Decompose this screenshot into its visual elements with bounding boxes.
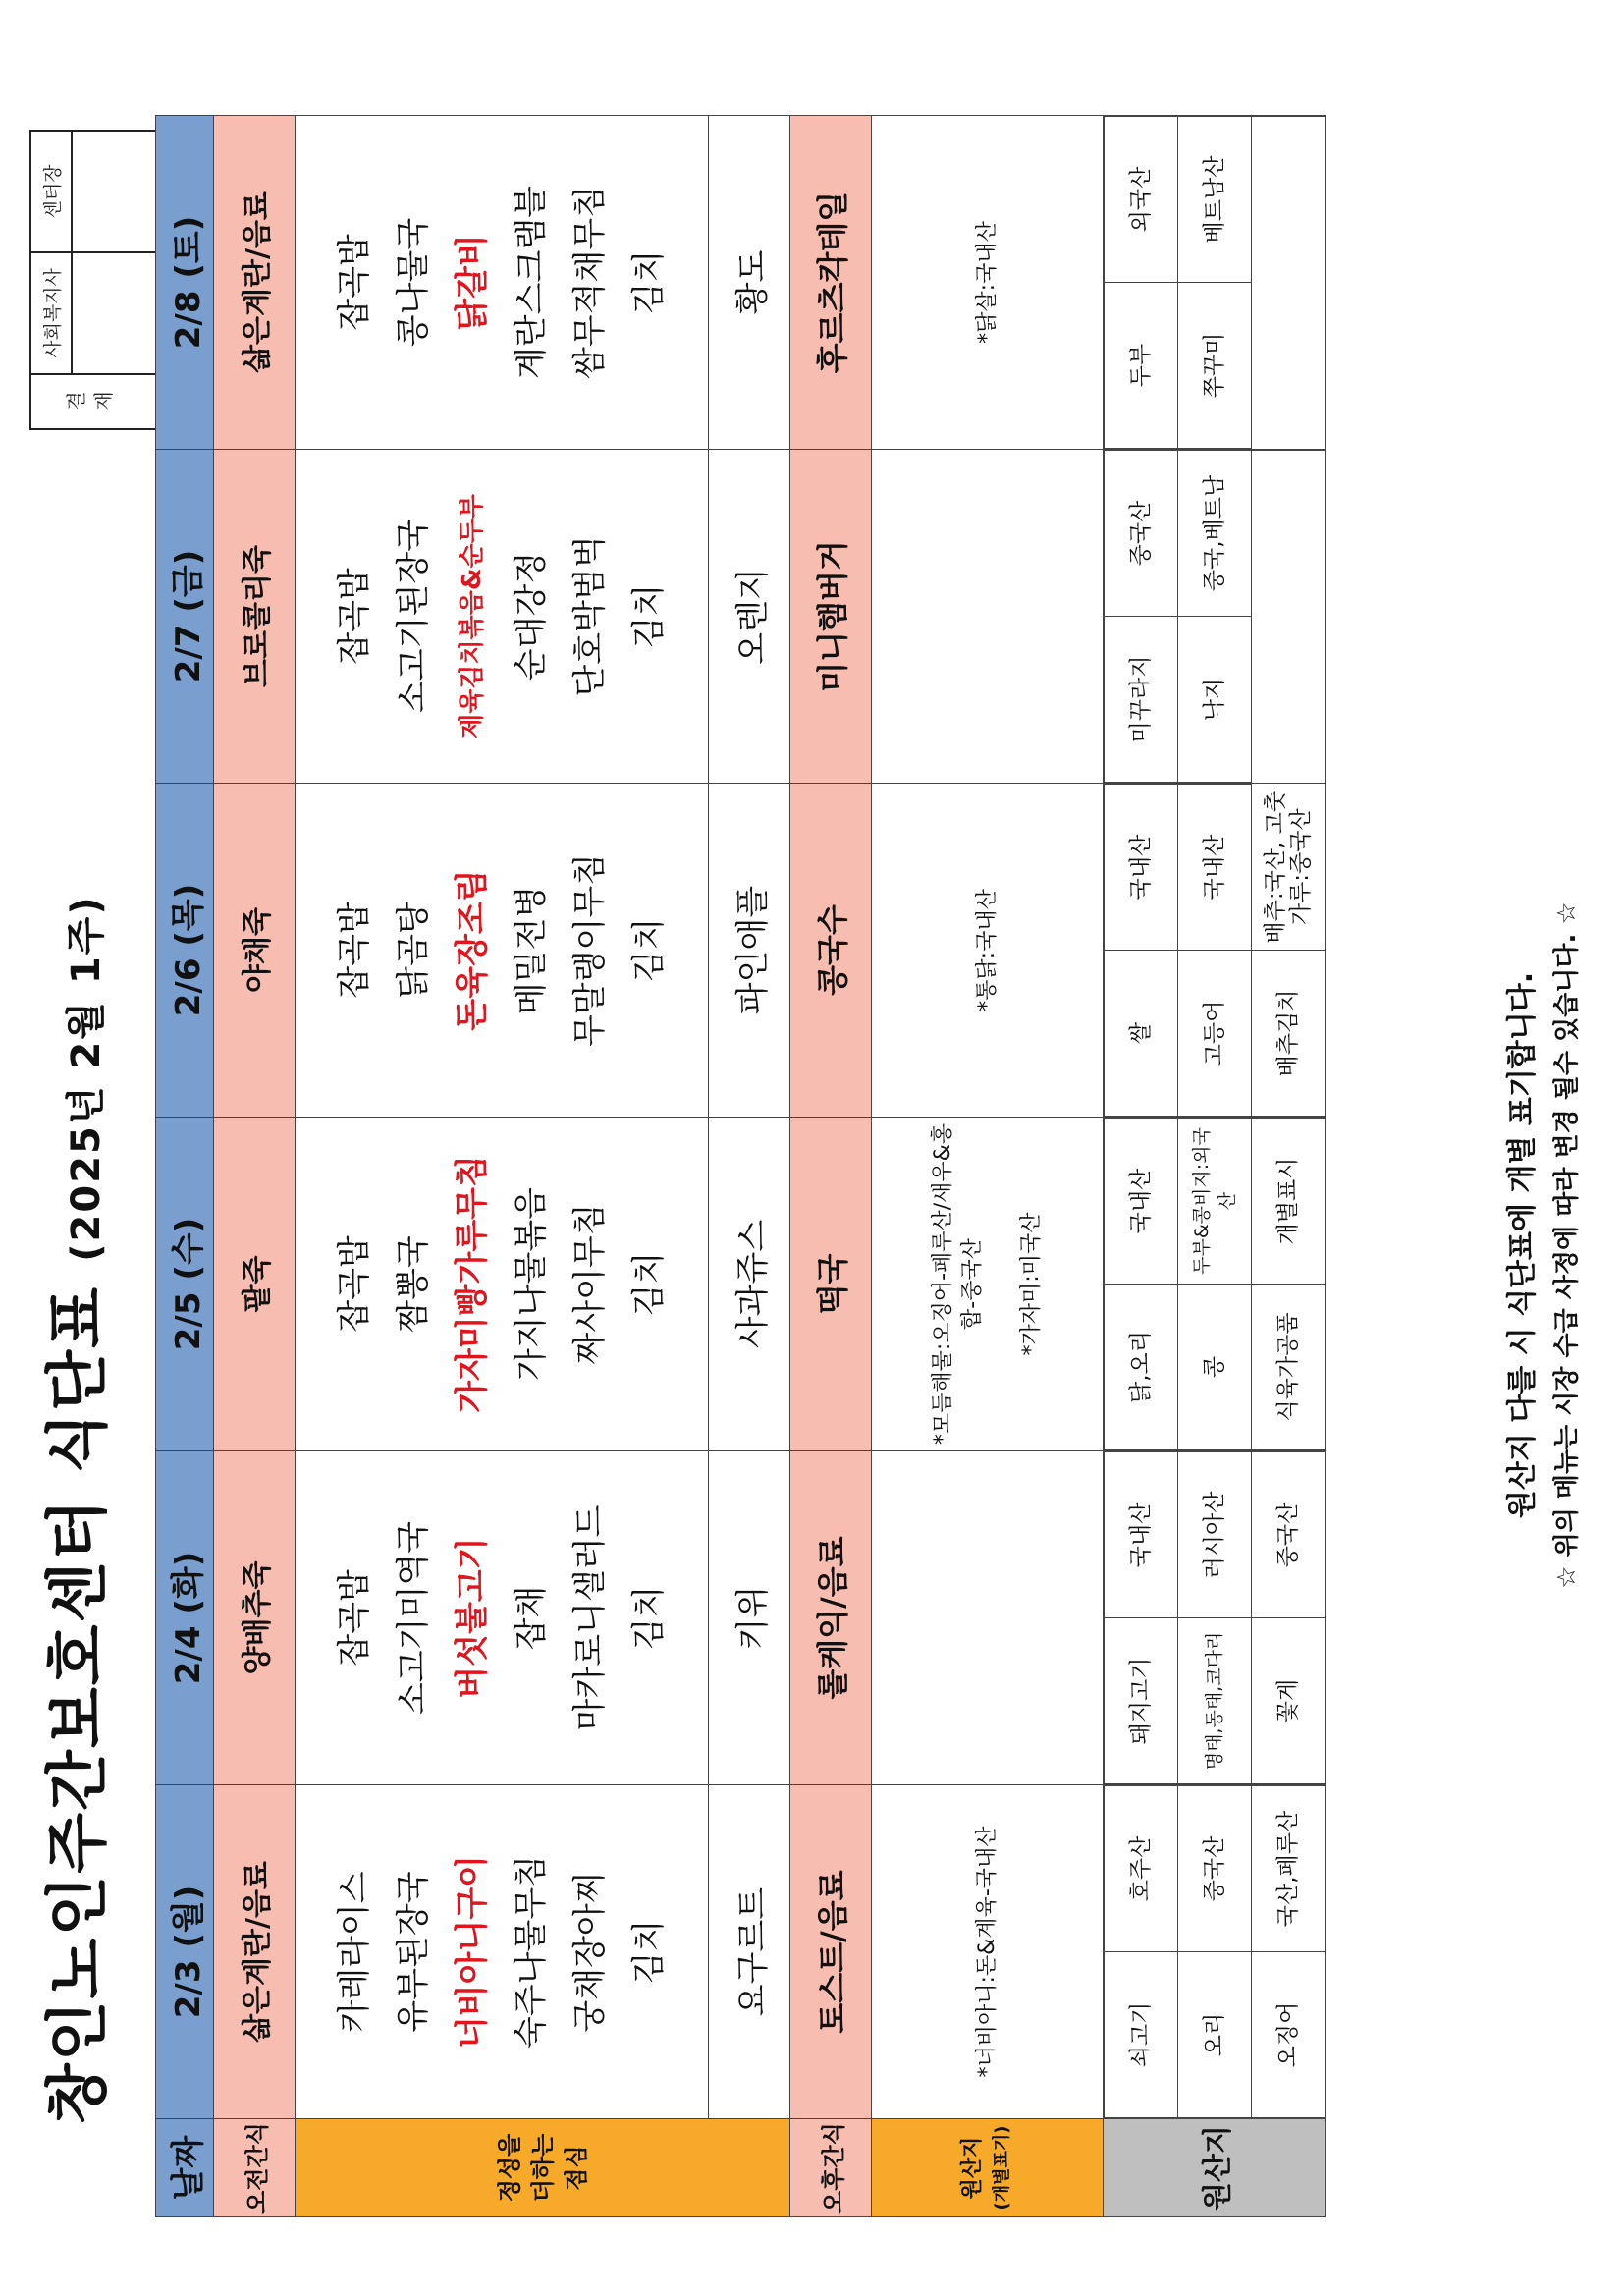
am-snack-thu: 야채죽 — [214, 784, 296, 1118]
pm-snack-fri: 미니햄버거 — [790, 450, 872, 784]
origin-label: 원산지 — [1104, 2119, 1326, 2217]
lunch-item: 김치 — [629, 1585, 669, 1651]
dessert-row — [709, 116, 790, 2217]
lunch-item: 김치 — [629, 917, 669, 983]
date-mon: 2/3 (월) — [156, 1785, 214, 2119]
date-row-label: 날짜 — [156, 2119, 214, 2217]
lunch-item: 궁채장아찌 — [570, 1871, 610, 2033]
origin-country: 중국산 — [1178, 1786, 1252, 1952]
origin-fri — [1104, 450, 1326, 784]
lunch-item: 마카로니샐러드 — [570, 1504, 610, 1731]
lunch-thu — [296, 784, 709, 1118]
dessert-thu: 파인애플 — [709, 784, 790, 1118]
lunch-item: 너비아니구이 — [453, 1854, 492, 2050]
origin-note-tue — [872, 1451, 1104, 1785]
pm-snack-mon: 토스트/음료 — [790, 1785, 872, 2119]
origin-item: 미꾸라지 — [1105, 617, 1178, 783]
origin-country: 국내산 — [1105, 1119, 1178, 1285]
lunch-item: 메밀전병 — [512, 885, 551, 1015]
lunch-item: 소고기된장국 — [394, 519, 433, 714]
origin-wed — [1104, 1118, 1326, 1451]
lunch-item: 잡채 — [512, 1585, 551, 1651]
origin-item: 낙지 — [1178, 617, 1252, 783]
lunch-item: 김치 — [629, 583, 669, 649]
origin-mon — [1104, 1785, 1326, 2119]
pm-snack-row — [790, 116, 872, 2217]
lunch-item: 잡곡밥 — [335, 568, 374, 665]
origin-country: 중국,베트남 — [1178, 451, 1252, 617]
pm-snack-thu: 콩국수 — [790, 784, 872, 1118]
pm-snack-sat: 후르츠칵테일 — [790, 116, 872, 450]
origin-country: 외국산 — [1105, 117, 1178, 283]
lunch-item: 계란스크램블 — [512, 185, 551, 380]
origin-note-sat: *닭살:국내산 — [872, 116, 1104, 450]
origin-item: 배추김치 — [1252, 951, 1325, 1117]
origin-thu — [1104, 784, 1326, 1118]
title-text: 창인노인주간보호센터 식단표 — [42, 1285, 115, 2124]
origin-note-row — [872, 116, 1104, 2217]
origin-note-label: 원산지 (개별표기) — [872, 2119, 1104, 2217]
origin-item: 쌀 — [1105, 951, 1178, 1117]
lunch-item: 짬뽕국 — [394, 1235, 433, 1333]
lunch-fri — [296, 450, 709, 784]
origin-item: 쇠고기 — [1105, 1952, 1178, 2118]
origin-item: 꽃게 — [1252, 1618, 1325, 1784]
origin-tue — [1104, 1451, 1326, 1785]
title-week: (2025년 2월 1주) — [64, 895, 109, 1262]
lunch-item: 유부된장국 — [394, 1871, 433, 2033]
am-snack-tue: 양배추죽 — [214, 1451, 296, 1785]
origin-item: 명태,동태,코다리 — [1178, 1618, 1252, 1784]
lunch-item: 제육김치볶음&순두부 — [458, 494, 487, 738]
origin-empty — [1252, 117, 1325, 449]
dessert-tue: 키위 — [709, 1451, 790, 1785]
lunch-item: 쌈무적채무침 — [570, 185, 610, 380]
lunch-item: 닭곰탕 — [394, 902, 433, 999]
date-thu: 2/6 (목) — [156, 784, 214, 1118]
pm-snack-tue: 롤케익/음료 — [790, 1451, 872, 1785]
am-snack-wed: 팥죽 — [214, 1118, 296, 1451]
lunch-tue — [296, 1451, 709, 1785]
origin-country: 개별표시 — [1252, 1119, 1325, 1285]
lunch-row — [296, 116, 709, 2217]
origin-note-wed: *모듬해물:오징어-페루산/새우&홍합-중국산 *가자미:미국산 — [872, 1118, 1104, 1451]
lunch-item: 김치 — [629, 1919, 669, 1985]
lunch-item: 잡곡밥 — [335, 1235, 374, 1333]
origin-note-thu: *통닭:국내산 — [872, 784, 1104, 1118]
pm-snack-label: 오후간식 — [790, 2119, 872, 2217]
origin-row — [1104, 116, 1326, 2217]
dessert-fri: 오렌지 — [709, 450, 790, 784]
lunch-item: 잡곡밥 — [335, 1569, 374, 1667]
lunch-item: 김치 — [629, 1251, 669, 1317]
origin-country: 러시아산 — [1178, 1452, 1252, 1618]
lunch-item: 콩나물국 — [394, 217, 433, 348]
lunch-sat — [296, 116, 709, 450]
footer-origin-note: 원산지 다를 시 식단표에 개별 표기합니다. — [1505, 971, 1540, 1519]
approval-sign-2 — [72, 131, 156, 252]
origin-item: 두부 — [1105, 283, 1178, 449]
dessert-mon: 요구르트 — [709, 1785, 790, 2119]
page-title — [27, 895, 118, 2124]
origin-country: 국내산 — [1178, 785, 1252, 951]
origin-item: 오징어 — [1252, 1952, 1325, 2118]
origin-country: 호주산 — [1105, 1786, 1178, 1952]
origin-country: 중국산 — [1105, 451, 1178, 617]
lunch-mon — [296, 1785, 709, 2119]
lunch-wed — [296, 1118, 709, 1451]
origin-country: 국내산 — [1105, 785, 1178, 951]
approval-box — [29, 130, 157, 430]
lunch-item: 김치 — [629, 249, 669, 315]
lunch-item: 소고기미역국 — [394, 1520, 433, 1716]
date-wed: 2/5 (수) — [156, 1118, 214, 1451]
origin-country: 중국산 — [1252, 1452, 1325, 1618]
approval-label: 결재 — [30, 374, 156, 429]
origin-note-fri — [872, 450, 1104, 784]
date-fri: 2/7 (금) — [156, 450, 214, 784]
lunch-item: 가지나물볶음 — [512, 1186, 551, 1382]
origin-note-mon: *너비아니:돈&계육-국내산 — [872, 1785, 1104, 2119]
dessert-sat: 황도 — [709, 116, 790, 450]
origin-item: 쭈꾸미 — [1178, 283, 1252, 449]
lunch-item: 카레라이스 — [335, 1871, 374, 2033]
am-snack-row — [214, 116, 296, 2217]
approval-sign-1 — [72, 252, 156, 374]
date-row — [156, 116, 214, 2217]
am-snack-sat: 삶은계란/음료 — [214, 116, 296, 450]
origin-empty — [1252, 451, 1325, 783]
origin-sat — [1104, 116, 1326, 450]
lunch-item: 닭갈비 — [453, 234, 492, 331]
lunch-item: 잡곡밥 — [335, 234, 374, 331]
origin-country: 두부&콩비지:외국산 — [1178, 1119, 1252, 1285]
date-sat: 2/8 (토) — [156, 116, 214, 450]
origin-country: 국산,페루산 — [1252, 1786, 1325, 1952]
footer-change-note: ☆ 위의 메뉴는 시장 수급 사정에 따라 변경 될수 있습니다. ☆ — [1552, 902, 1582, 1589]
am-snack-fri: 브로콜리죽 — [214, 450, 296, 784]
origin-country: 베트남산 — [1178, 117, 1252, 283]
lunch-label: 정성을 더하는 점심 — [296, 2119, 790, 2217]
lunch-item: 순대강정 — [512, 551, 551, 682]
lunch-item: 숙주나물무침 — [512, 1854, 551, 2050]
lunch-item: 버섯불고기 — [453, 1537, 492, 1699]
origin-item: 돼지고기 — [1105, 1618, 1178, 1784]
origin-item: 닭,오리 — [1105, 1285, 1178, 1450]
origin-kimchi-note: 배추:국산, 고춧가루:중국산 — [1252, 785, 1325, 951]
approval-col-director: 센터장 — [30, 131, 72, 252]
origin-item: 고등어 — [1178, 951, 1252, 1117]
origin-item: 오리 — [1178, 1952, 1252, 2118]
lunch-item: 가자미빵가루무침 — [453, 1155, 492, 1413]
lunch-item: 단호박범벅 — [570, 535, 610, 697]
menu-table — [155, 115, 1326, 2217]
am-snack-mon: 삶은계란/음료 — [214, 1785, 296, 2119]
date-tue: 2/4 (화) — [156, 1451, 214, 1785]
origin-item: 콩 — [1178, 1285, 1252, 1450]
pm-snack-wed: 떡국 — [790, 1118, 872, 1451]
lunch-item: 돈육장조림 — [453, 869, 492, 1031]
approval-col-social-worker: 사회복지사 — [30, 252, 72, 374]
lunch-item: 무말랭이무침 — [570, 852, 610, 1048]
lunch-item: 잡곡밥 — [335, 902, 374, 999]
lunch-item: 짜사이무침 — [570, 1203, 610, 1365]
am-snack-label: 오전간식 — [214, 2119, 296, 2217]
origin-country: 국내산 — [1105, 1452, 1178, 1618]
dessert-wed: 사과쥬스 — [709, 1118, 790, 1451]
origin-item: 식육가공품 — [1252, 1285, 1325, 1450]
